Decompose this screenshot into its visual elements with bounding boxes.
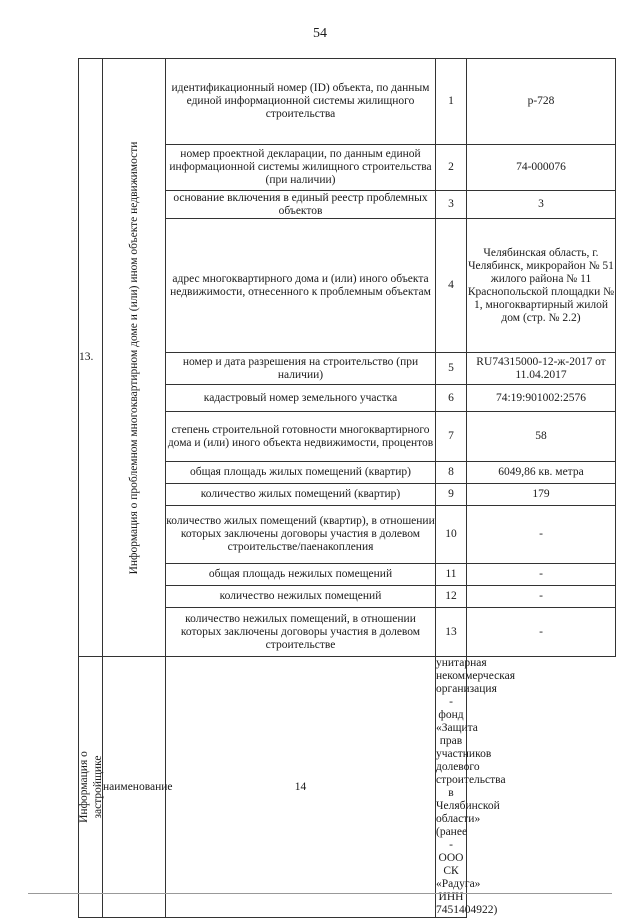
field-value: - — [467, 564, 616, 586]
field-value: 58 — [467, 412, 616, 462]
field-label: количество жилых помещений (квартир), в отношении которых заключены договоры участия в долевом строительстве/паенакопления — [166, 506, 436, 564]
field-value: унитарная некоммерческая организация - фонд «Защита прав участников долевого строительства в Челябинской области» (ранее - ООО СК «Радуга» ИНН 7451404922) — [436, 657, 516, 916]
field-label: наименование — [103, 657, 166, 918]
object-info-heading: Информация о проблемном многоквартирном доме и (или) ином объекте недвижимости — [128, 141, 140, 574]
field-value: 179 — [467, 484, 616, 506]
field-label: адрес многоквартирного дома и (или) иного объекта недвижимости, отнесенного к проблемным объектам — [166, 219, 436, 353]
page-bottom-rule — [28, 893, 612, 894]
field-label: основание включения в единый реестр проблемных объектов — [166, 191, 436, 219]
field-index: 7 — [436, 412, 467, 462]
field-label: идентификационный номер (ID) объекта, по данным единой информационной системы жилищного строительства — [166, 59, 436, 145]
field-index: 11 — [436, 564, 467, 586]
field-index: 3 — [436, 191, 467, 219]
field-value: 3 — [467, 191, 616, 219]
field-label: количество нежилых помещений, в отношении которых заключены договоры участия в долевом строительстве — [166, 608, 436, 657]
field-value: - — [467, 608, 616, 657]
field-index: 13 — [436, 608, 467, 657]
page-number: 54 — [313, 26, 327, 41]
field-label: номер и дата разрешения на строительство (при наличии) — [166, 353, 436, 385]
field-value: Челябинская область, г. Челябинск, микрорайон № 51 жилого района № 11 Краснопольской площадки № 1, многоквартирный жилой дом (стр. № 2.2) — [467, 219, 616, 353]
field-index: 1 — [436, 59, 467, 145]
field-label: общая площадь нежилых помещений — [166, 564, 436, 586]
field-value: р-728 — [467, 59, 616, 145]
field-label: степень строительной готовности многоквартирного дома и (или) иного объекта недвижимости, процентов — [166, 412, 436, 462]
developer-info-section — [79, 657, 103, 918]
field-value: - — [467, 506, 616, 564]
table-row — [79, 657, 616, 918]
developer-info-heading — [77, 751, 105, 823]
field-label: общая площадь жилых помещений (квартир) — [166, 462, 436, 484]
field-value: 6049,86 кв. метра — [467, 462, 616, 484]
field-value: RU74315000-12-ж-2017 от 11.04.2017 — [467, 353, 616, 385]
field-index: 6 — [436, 385, 467, 412]
table-row — [79, 59, 616, 145]
field-index: 2 — [436, 145, 467, 191]
field-label: количество жилых помещений (квартир) — [166, 484, 436, 506]
row-number: 13. — [79, 59, 103, 657]
developer-heading-line1: Информация о — [77, 751, 90, 823]
field-index: 5 — [436, 353, 467, 385]
field-index: 12 — [436, 586, 467, 608]
field-value: 74-000076 — [467, 145, 616, 191]
field-index: 4 — [436, 219, 467, 353]
developer-heading-line2: застройщике — [91, 755, 104, 819]
field-value: - — [467, 586, 616, 608]
field-index: 10 — [436, 506, 467, 564]
field-label: кадастровый номер земельного участка — [166, 385, 436, 412]
field-index: 8 — [436, 462, 467, 484]
problem-object-table — [78, 58, 616, 918]
field-index: 14 — [166, 657, 436, 918]
field-index: 9 — [436, 484, 467, 506]
object-info-section — [103, 59, 166, 657]
field-label: количество нежилых помещений — [166, 586, 436, 608]
field-label: номер проектной декларации, по данным единой информационной системы жилищного строительства (при наличии) — [166, 145, 436, 191]
field-value: 74:19:901002:2576 — [467, 385, 616, 412]
